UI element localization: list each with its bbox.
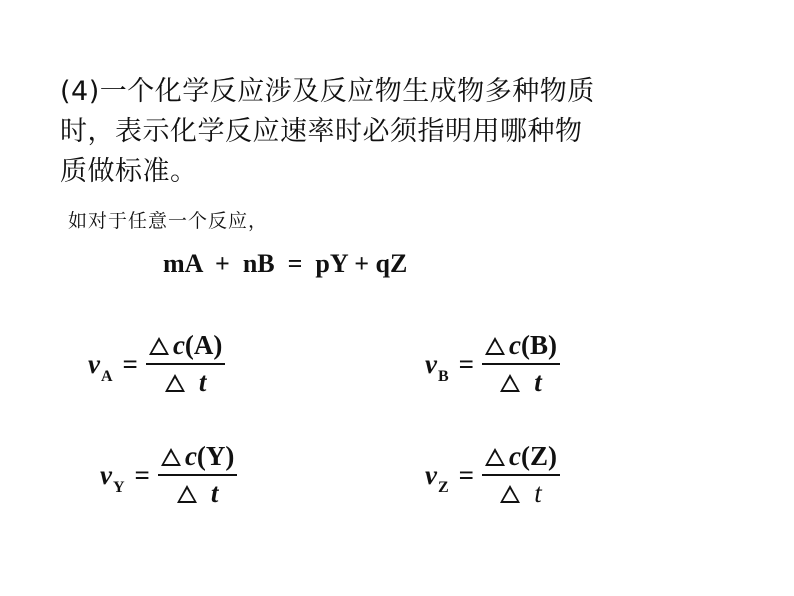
delta-icon [161,448,181,466]
numerator: c (Z) [482,441,560,476]
rate-formula-a [88,330,225,398]
fraction [482,330,560,398]
delta-icon [500,485,520,503]
rate-symbol: v Y [100,459,125,496]
denominator: t [177,476,219,509]
rate-formula-y [100,441,237,509]
numerator: c (A) [146,330,225,365]
subscript: B [437,367,449,385]
denominator: t [500,365,542,398]
delta-icon [500,374,520,392]
delta-icon [149,337,169,355]
rate-symbol: v B [425,348,449,385]
fraction [146,330,225,398]
delta-icon [177,485,197,503]
paragraph-line: 时，表示化学反应速率时必须指明用哪种物 [60,116,583,147]
paragraph-line: (4)一个化学反应涉及反应物生成物多种物质 [60,76,595,107]
delta-icon [485,337,505,355]
rate-formula-z [425,441,560,509]
equals-sign: = [458,348,475,379]
reaction-equation: mA + nB = pY + qZ [163,249,408,278]
intro-paragraph [60,72,660,192]
denominator: t [500,476,542,509]
denominator: t [165,365,207,398]
equals-sign: = [458,459,475,490]
paragraph-line: 质做标准。 [60,156,198,187]
fraction [482,441,560,509]
equals-sign: = [134,459,150,490]
rate-symbol: v A [88,348,113,385]
subscript: A [100,367,113,385]
subscript: Z [437,478,449,496]
subscript: Y [112,478,125,496]
delta-icon [165,374,185,392]
rate-symbol: v Z [425,459,449,496]
equals-sign: = [122,348,138,379]
delta-icon [485,448,505,466]
fraction [158,441,237,509]
numerator: c (Y) [158,441,237,476]
numerator: c (B) [482,330,560,365]
example-intro: 如对于任意一个反应， [68,210,269,232]
rate-formula-b [425,330,560,398]
